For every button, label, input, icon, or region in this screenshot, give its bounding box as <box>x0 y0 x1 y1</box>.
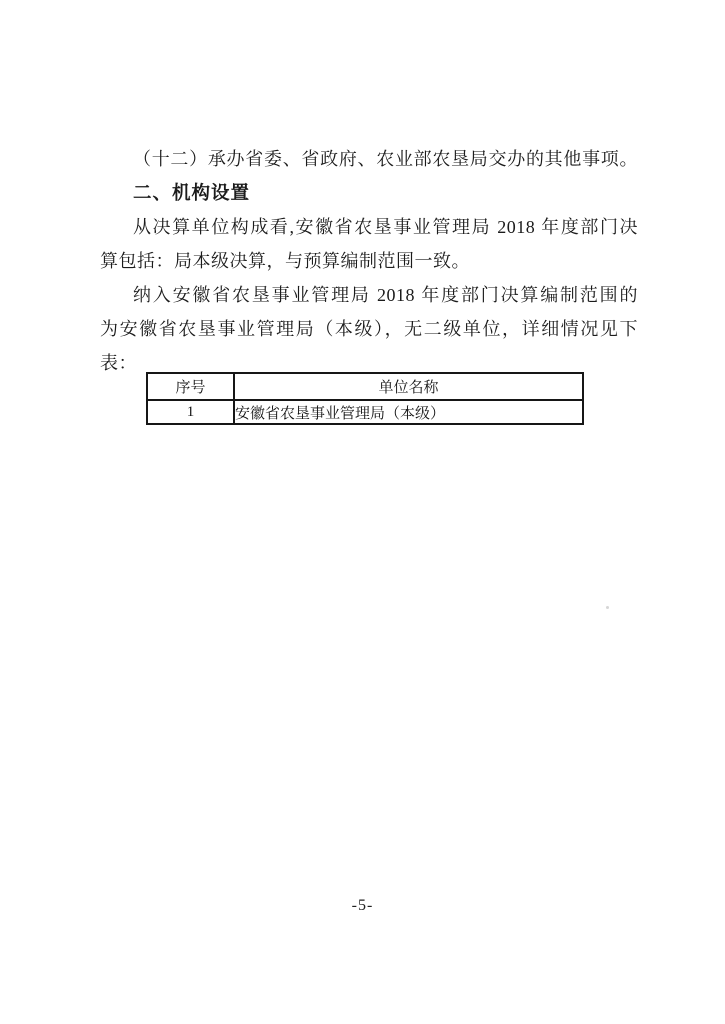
paragraph-2-line-3: 表： <box>100 353 137 373</box>
body-line-item-12: （十二）承办省委、省政府、农业部农垦局交办的其他事项。 <box>133 149 638 169</box>
section-heading-organization-setup: 二、机构设置 <box>133 182 251 203</box>
unit-list-table <box>146 372 584 425</box>
scan-noise-artifact <box>606 606 609 609</box>
paragraph-2-line-2: 为安徽省农垦事业管理局（本级），无二级单位，详细情况见下 <box>100 319 638 339</box>
cell-unit-name: 安徽省农垦事业管理局（本级） <box>234 400 583 424</box>
body-text-block <box>100 142 638 380</box>
table-header-row <box>147 373 583 400</box>
page-number: -5- <box>351 897 374 914</box>
unit-table-header <box>147 373 583 400</box>
paragraph-1-line-1: 从决算单位构成看,安徽省农垦事业管理局 2018 年度部门决 <box>133 217 638 237</box>
header-cell-unit-name: 单位名称 <box>234 373 583 400</box>
paragraph-1-line-2: 算包括：局本级决算，与预算编制范围一致。 <box>100 251 470 271</box>
unit-table-body <box>147 400 583 424</box>
cell-row-index: 1 <box>147 400 234 424</box>
table-row <box>147 400 583 424</box>
paragraph-2-line-1: 纳入安徽省农垦事业管理局 2018 年度部门决算编制范围的 <box>133 285 638 305</box>
header-cell-index: 序号 <box>147 373 234 400</box>
